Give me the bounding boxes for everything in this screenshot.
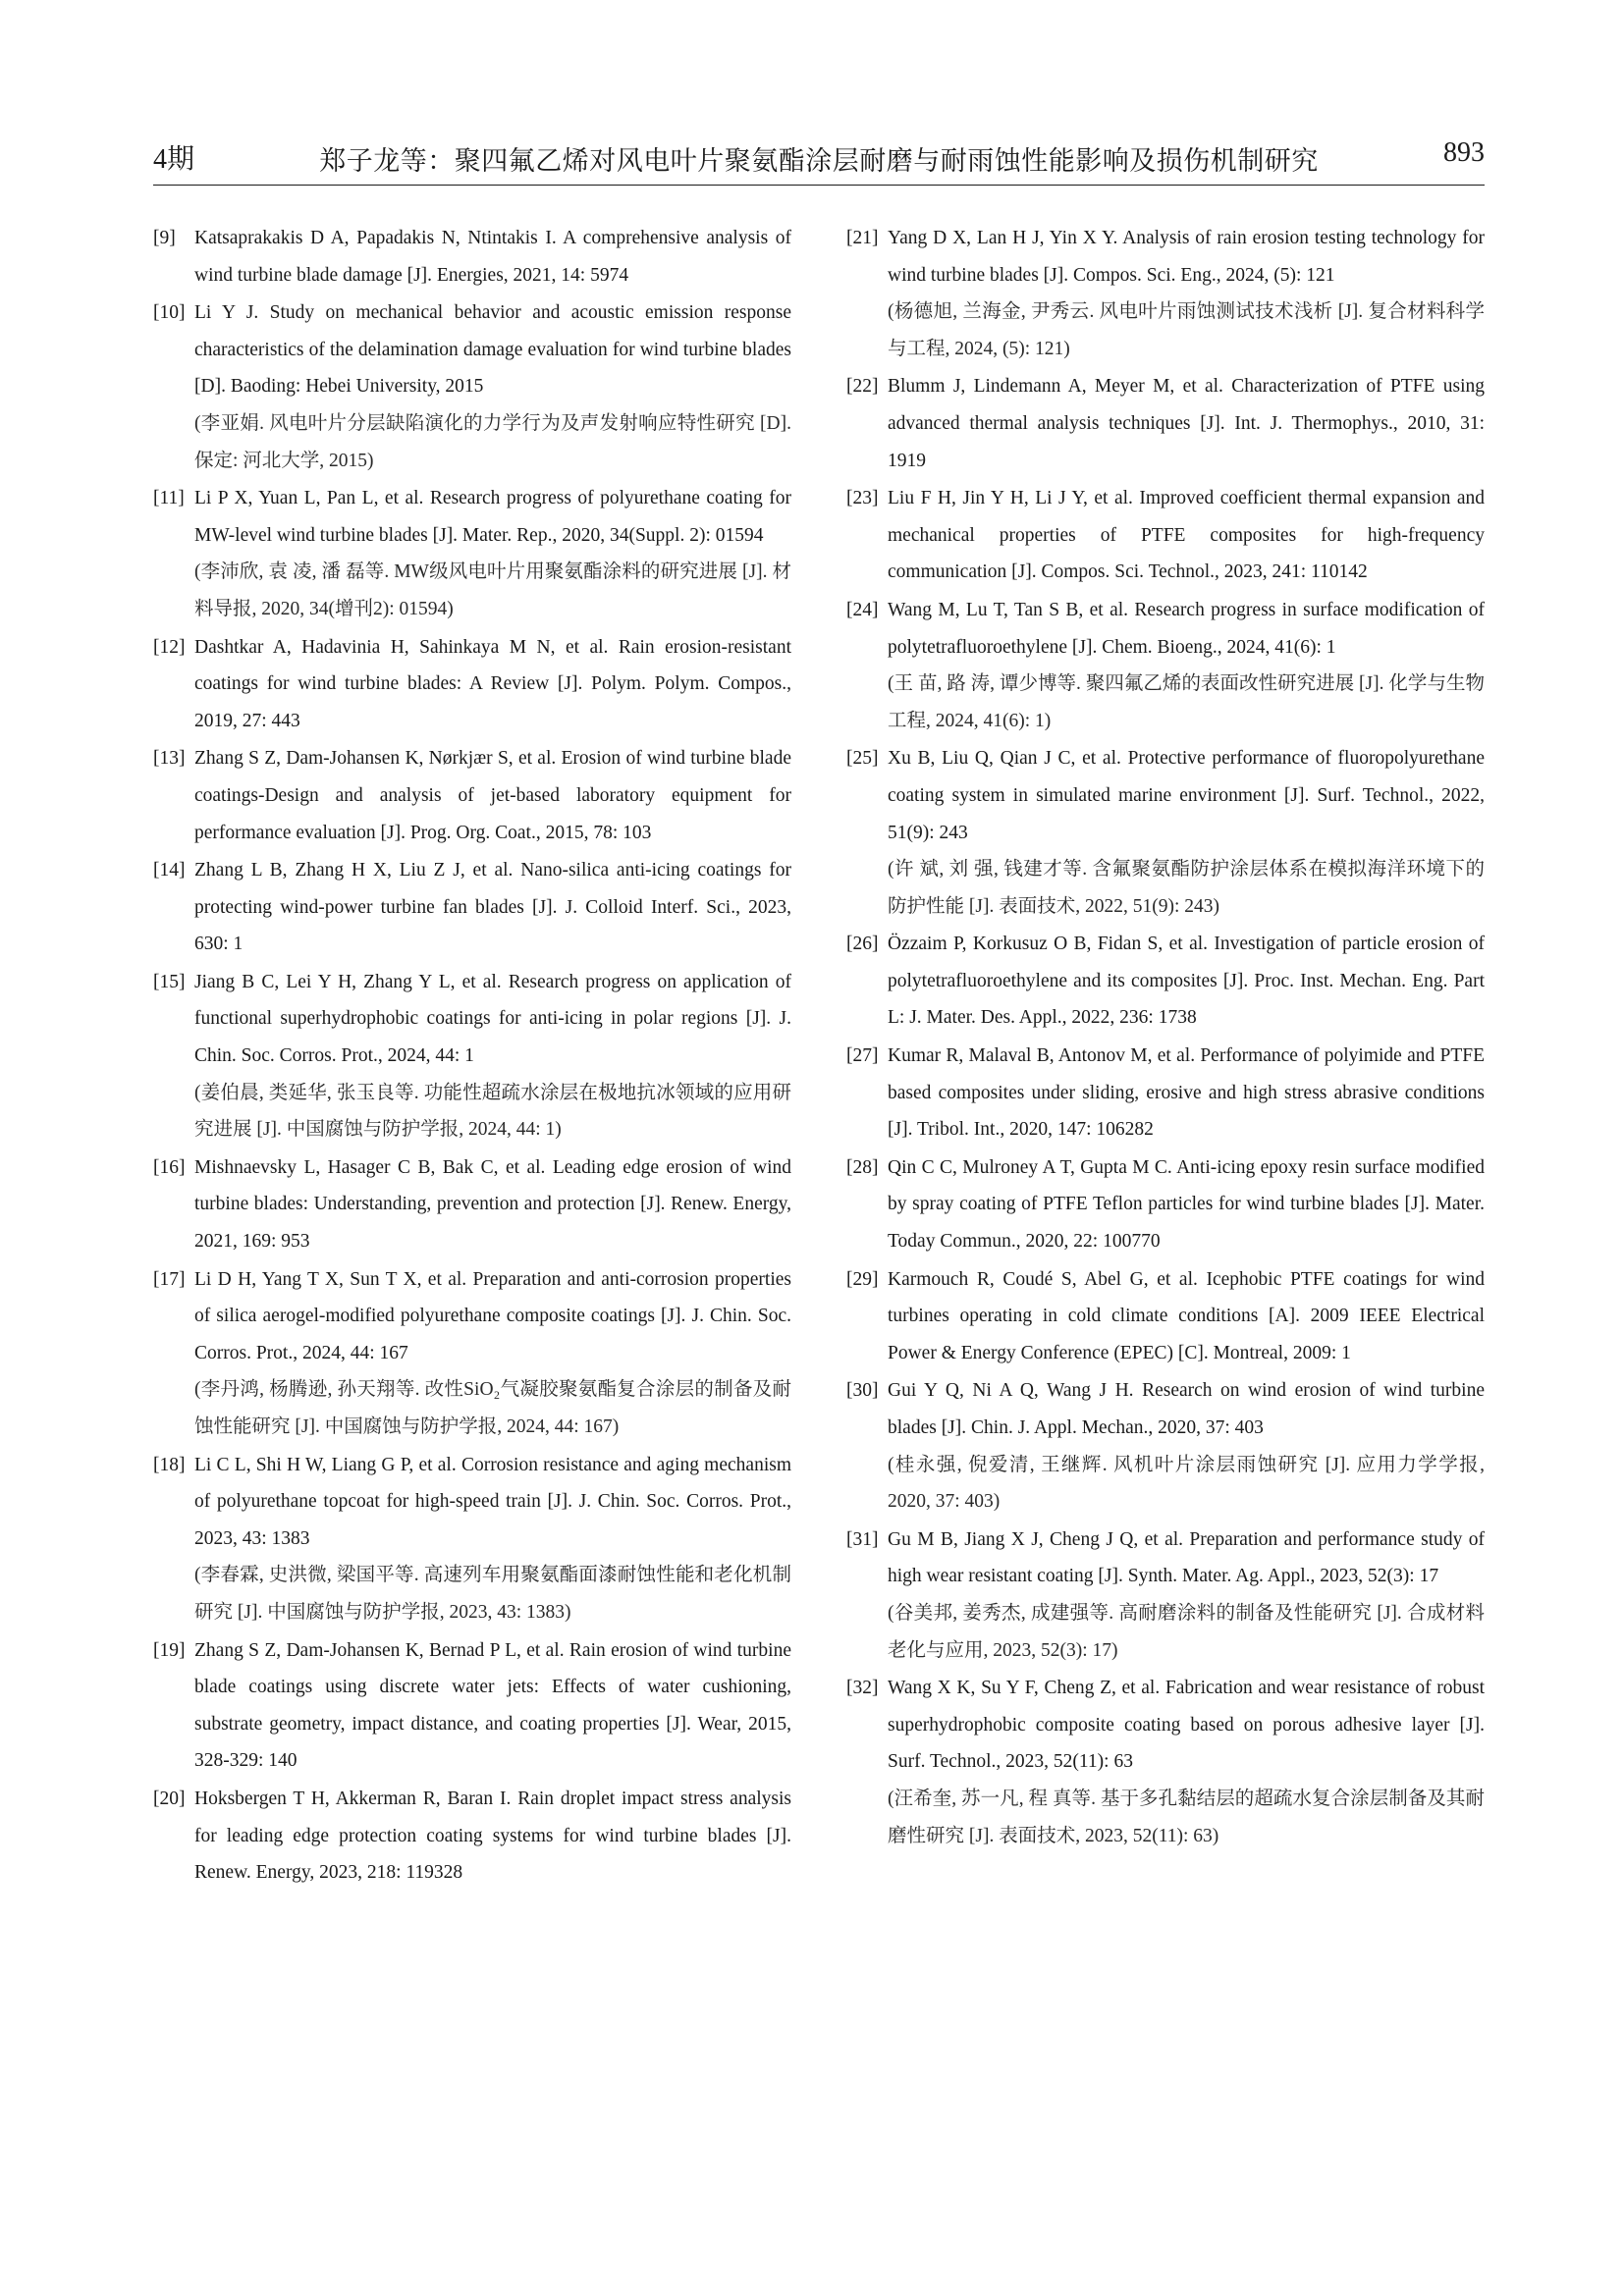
reference-number: [15] <box>153 971 186 992</box>
reference-item <box>153 1632 791 1780</box>
reference-item <box>846 1670 1485 1854</box>
reference-text: Mishnaevsky L, Hasager C B, Bak C, et al. Leading edge erosion of wind turbine blades: Understanding, prevention and protection [J]. Renew. Energy, 2021, 169: 953 <box>194 1156 791 1253</box>
reference-number: [30] <box>846 1380 879 1402</box>
reference-text: Li D H, Yang T X, Sun T X, et al. Preparation and anti-corrosion properties of silica aerogel-modified polyurethane composite coatings [J]. J. Chin. Soc. Corros. Prot., 2024, 44: 167 <box>194 1268 791 1363</box>
reference-translation: (李丹鸿, 杨腾逊, 孙天翔等. 改性SiO₂气凝胶聚氨酯复合涂层的制备及耐蚀性能研究 [J]. 中国腐蚀与防护学报, 2024, 44: 167) <box>194 1379 791 1437</box>
page-number: 893 <box>1443 137 1485 168</box>
reference-number: [19] <box>153 1639 186 1661</box>
reference-item <box>846 592 1485 739</box>
reference-translation: (李亚娟. 风电叶片分层缺陷演化的力学行为及声发射响应特性研究 [D]. 保定: 河北大学, 2015) <box>194 412 791 471</box>
reference-text: Li Y J. Study on mechanical behavior and acoustic emission response characteristics of the delamination damage evaluation for wind turbine blades [D]. Baoding: Hebei University, 2015 <box>194 302 791 398</box>
reference-item <box>153 1781 791 1892</box>
reference-text: Dashtkar A, Hadavinia H, Sahinkaya M N, et al. Rain erosion-resistant coatings for wind turbine blades: A Review [J]. Polym. Polym. Compos., 2019, 27: 443 <box>194 636 791 731</box>
reference-item <box>846 220 1485 367</box>
running-header <box>153 135 1485 181</box>
reference-item <box>153 740 791 851</box>
reference-translation: (王 苗, 路 涛, 谭少博等. 聚四氟乙烯的表面改性研究进展 [J]. 化学与生物工程, 2024, 41(6): 1) <box>888 673 1485 731</box>
reference-text: Karmouch R, Coudé S, Abel G, et al. Icephobic PTFE coatings for wind turbines operating in cold climate conditions [A]. 2009 IEEE Electrical Power & Energy Conference (EPEC) [C]. Montreal, 2009: 1 <box>888 1268 1485 1363</box>
reference-item <box>153 1261 791 1446</box>
references-left-column <box>153 220 791 1893</box>
reference-text: Kumar R, Malaval B, Antonov M, et al. Performance of polyimide and PTFE based composites under sliding, erosive and high stress abrasive conditions [J]. Tribol. Int., 2020, 147: 106282 <box>888 1045 1485 1141</box>
reference-translation: (李沛欣, 袁 凌, 潘 磊等. MW级风电叶片用聚氨酯涂料的研究进展 [J]. 材料导报, 2020, 34(增刊2): 01594) <box>194 561 791 619</box>
reference-number: [23] <box>846 488 879 509</box>
reference-number: [27] <box>846 1045 879 1067</box>
reference-item <box>153 964 791 1148</box>
reference-text: Hoksbergen T H, Akkerman R, Baran I. Rain droplet impact stress analysis for leading edge protection coating systems for wind turbine blades [J]. Renew. Energy, 2023, 218: 119328 <box>194 1788 791 1884</box>
reference-translation: (姜伯晨, 类延华, 张玉良等. 功能性超疏水涂层在极地抗冰领域的应用研究进展 [J]. 中国腐蚀与防护学报, 2024, 44: 1) <box>194 1082 791 1141</box>
reference-text: Özzaim P, Korkusuz O B, Fidan S, et al. Investigation of particle erosion of polytetrafluoroethylene and its composites [J]. Proc. Inst. Mechan. Eng. Part L: J. Mater. Des. Appl., 2022, 236: 1738 <box>888 934 1485 1029</box>
reference-translation: (李春霖, 史洪微, 梁国平等. 高速列车用聚氨酯面漆耐蚀性能和老化机制研究 [J]. 中国腐蚀与防护学报, 2023, 43: 1383) <box>194 1565 791 1623</box>
header-rule <box>153 185 1485 186</box>
reference-text: Li C L, Shi H W, Liang G P, et al. Corrosion resistance and aging mechanism of polyurethane topcoat for high-speed train [J]. J. Chin. Soc. Corros. Prot., 2023, 43: 1383 <box>194 1454 791 1549</box>
reference-text: Qin C C, Mulroney A T, Gupta M C. Anti-icing epoxy resin surface modified by spray coating of PTFE Teflon particles for wind turbine blades [J]. Mater. Today Commun., 2020, 22: 100770 <box>888 1156 1485 1253</box>
reference-text: Wang M, Lu T, Tan S B, et al. Research progress in surface modification of polytetrafluoroethylene [J]. Chem. Bioeng., 2024, 41(6): 1 <box>888 599 1485 658</box>
reference-text: Zhang S Z, Dam-Johansen K, Bernad P L, et al. Rain erosion of wind turbine blade coatings using discrete water jets: Effects of water cushioning, substrate geometry, impact distance, and coating properties [J]. Wear, 2015, 328-329: 140 <box>194 1639 791 1772</box>
reference-translation: (汪希奎, 苏一凡, 程 真等. 基于多孔黏结层的超疏水复合涂层制备及其耐磨性研究 [J]. 表面技术, 2023, 52(11): 63) <box>888 1788 1485 1846</box>
reference-text: Blumm J, Lindemann A, Meyer M, et al. Characterization of PTFE using advanced thermal analysis techniques [J]. Int. J. Thermophys., 2010, 31: 1919 <box>888 376 1485 471</box>
reference-number: [11] <box>153 488 185 509</box>
reference-translation: (杨德旭, 兰海金, 尹秀云. 风电叶片雨蚀测试技术浅析 [J]. 复合材料科学与工程, 2024, (5): 121) <box>888 301 1485 359</box>
reference-item <box>153 1447 791 1631</box>
reference-number: [18] <box>153 1454 186 1475</box>
reference-item <box>846 926 1485 1037</box>
reference-item <box>846 1261 1485 1372</box>
reference-translation: (许 斌, 刘 强, 钱建才等. 含氟聚氨酯防护涂层体系在模拟海洋环境下的防护性能 [J]. 表面技术, 2022, 51(9): 243) <box>888 859 1485 917</box>
reference-item <box>846 1038 1485 1148</box>
references-right-column <box>846 220 1485 1855</box>
reference-number: [12] <box>153 636 186 658</box>
reference-item <box>153 629 791 740</box>
reference-text: Zhang L B, Zhang H X, Liu Z J, et al. Nano-silica anti-icing coatings for protecting wind-power turbine fan blades [J]. J. Colloid Interf. Sci., 2023, 630: 1 <box>194 860 791 955</box>
reference-number: [26] <box>846 934 879 955</box>
reference-number: [24] <box>846 599 879 620</box>
reference-text: Gu M B, Jiang X J, Cheng J Q, et al. Preparation and performance study of high wear resistant coating [J]. Synth. Mater. Ag. Appl., 2023, 52(3): 17 <box>888 1528 1485 1587</box>
reference-text: Yang D X, Lan H J, Yin X Y. Analysis of rain erosion testing technology for wind turbine blades [J]. Compos. Sci. Eng., 2024, (5): 121 <box>888 228 1485 286</box>
reference-number: [28] <box>846 1156 879 1178</box>
reference-text: Jiang B C, Lei Y H, Zhang Y L, et al. Research progress on application of functional superhydrophobic coatings for anti-icing in polar regions [J]. J. Chin. Soc. Corros. Prot., 2024, 44: 1 <box>194 971 791 1067</box>
reference-item <box>153 852 791 963</box>
reference-number: [22] <box>846 376 879 398</box>
reference-text: Xu B, Liu Q, Qian J C, et al. Protective performance of fluoropolyurethane coating system in simulated marine environment [J]. Surf. Technol., 2022, 51(9): 243 <box>888 748 1485 843</box>
reference-item <box>846 1372 1485 1520</box>
reference-number: [10] <box>153 302 186 324</box>
reference-item <box>846 740 1485 925</box>
reference-number: [16] <box>153 1156 186 1178</box>
reference-item <box>153 220 791 294</box>
reference-item <box>846 368 1485 479</box>
issue-number: 4期 <box>153 144 195 175</box>
reference-text: Wang X K, Su Y F, Cheng Z, et al. Fabrication and wear resistance of robust superhydrophobic composite coating based on porous adhesive layer [J]. Surf. Technol., 2023, 52(11): 63 <box>888 1678 1485 1773</box>
reference-text: Zhang S Z, Dam-Johansen K, Nørkjær S, et al. Erosion of wind turbine blade coatings-Design and analysis of jet-based laboratory equipment for performance evaluation [J]. Prog. Org. Coat., 2015, 78: 103 <box>194 748 791 843</box>
reference-number: [25] <box>846 748 879 770</box>
reference-number: [29] <box>846 1268 879 1290</box>
reference-number: [32] <box>846 1678 879 1699</box>
reference-text: Katsaprakakis D A, Papadakis N, Ntintakis I. A comprehensive analysis of wind turbine blade damage [J]. Energies, 2021, 14: 5974 <box>194 228 791 286</box>
reference-item <box>153 480 791 627</box>
reference-item <box>153 1149 791 1260</box>
reference-text: Liu F H, Jin Y H, Li J Y, et al. Improved coefficient thermal expansion and mechanical properties of PTFE composites for high-frequency communication [J]. Compos. Sci. Technol., 2023, 241: 110142 <box>888 488 1485 583</box>
reference-number: [17] <box>153 1268 186 1290</box>
reference-number: [9] <box>153 228 176 248</box>
reference-item <box>846 480 1485 591</box>
reference-number: [21] <box>846 228 879 248</box>
reference-text: Li P X, Yuan L, Pan L, et al. Research progress of polyurethane coating for MW-level wind turbine blades [J]. Mater. Rep., 2020, 34(Suppl. 2): 01594 <box>194 488 791 546</box>
reference-number: [31] <box>846 1528 879 1550</box>
running-title: 郑子龙等：聚四氟乙烯对风电叶片聚氨酯涂层耐磨与耐雨蚀性能影响及损伤机制研究 <box>319 146 1319 176</box>
reference-number: [13] <box>153 748 186 770</box>
reference-number: [14] <box>153 860 186 881</box>
reference-text: Gui Y Q, Ni A Q, Wang J H. Research on wind erosion of wind turbine blades [J]. Chin. J. Appl. Mechan., 2020, 37: 403 <box>888 1380 1485 1438</box>
reference-translation: (桂永强, 倪爱清, 王继辉. 风机叶片涂层雨蚀研究 [J]. 应用力学学报, 2020, 37: 403) <box>888 1454 1485 1513</box>
reference-translation: (谷美邦, 姜秀杰, 成建强等. 高耐磨涂料的制备及性能研究 [J]. 合成材料老化与应用, 2023, 52(3): 17) <box>888 1602 1485 1661</box>
reference-item <box>153 294 791 479</box>
reference-item <box>846 1522 1485 1669</box>
reference-number: [20] <box>153 1788 186 1809</box>
reference-item <box>846 1149 1485 1260</box>
